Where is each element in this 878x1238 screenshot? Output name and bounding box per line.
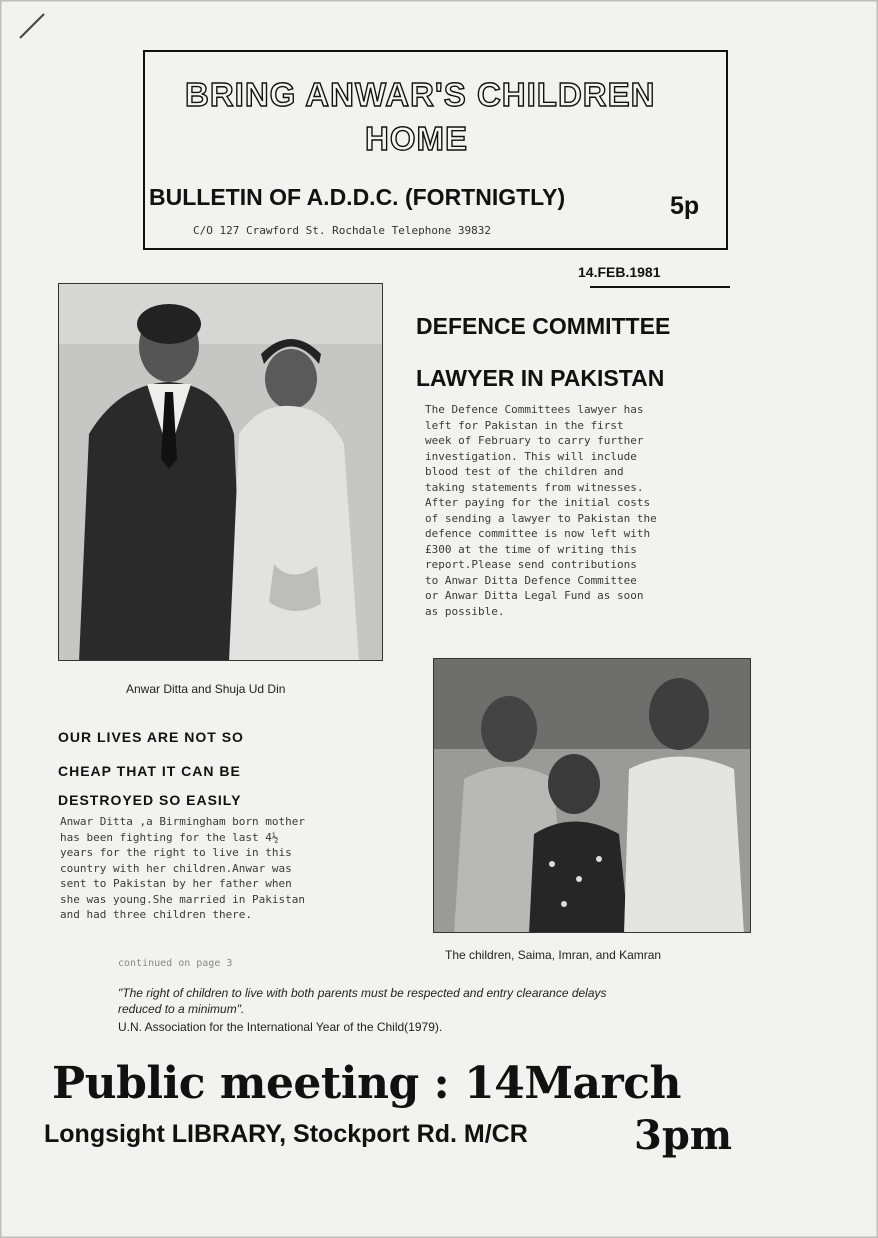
photo1-caption: Anwar Ditta and Shuja Ud Din xyxy=(126,682,286,696)
masthead-title-line1: BRING ANWAR'S CHILDREN xyxy=(185,76,656,113)
un-quote-source: U.N. Association for the International Year of the Child(1979). xyxy=(118,1020,443,1034)
lead-line: £300 at the time of writing this xyxy=(425,542,637,556)
lead-line: to Anwar Ditta Defence Committee xyxy=(425,573,637,587)
lead-line: as possible. xyxy=(425,604,505,618)
masthead-title-line2: HOME xyxy=(365,120,468,157)
issue-date: 14.FEB.1981 xyxy=(578,264,661,280)
masthead-box xyxy=(143,50,728,250)
story-line: years for the right to live in this xyxy=(60,846,292,859)
continued-note: continued on page 3 xyxy=(118,958,233,969)
lead-line: week of February to carry further xyxy=(425,434,644,447)
photo2-caption: The children, Saima, Imran, and Kamran xyxy=(445,948,662,962)
lead-line: report.Please send contributions xyxy=(425,558,637,571)
bulletin-label: BULLETIN OF A.D.D.C. (FORTNIGTLY) xyxy=(149,184,566,210)
lead-line: After paying for the initial costs xyxy=(425,496,651,509)
lead-line: taking statements from witnesses. xyxy=(425,480,644,494)
photo-children xyxy=(433,658,751,933)
story-line: she was young.She married in Pakistan xyxy=(60,892,306,906)
story-line: Anwar Ditta ,a Birmingham born mother xyxy=(60,815,306,828)
story-headline-line3: DESTROYED SO EASILY xyxy=(58,792,242,808)
lead-line: The Defence Committees lawyer has xyxy=(425,403,644,416)
lead-article-body xyxy=(425,402,725,619)
lead-headline-line1: DEFENCE COMMITTEE xyxy=(416,313,671,339)
story-line: and had three children there. xyxy=(60,908,253,921)
lead-line: blood test of the children and xyxy=(425,465,624,478)
lead-line: investigation. This will include xyxy=(425,449,637,463)
story-headline-line2: CHEAP THAT IT CAN BE xyxy=(58,763,241,779)
public-meeting-headline: Public meeting : 14March xyxy=(52,1058,682,1109)
price: 5p xyxy=(670,192,700,220)
story-line: has been fighting for the last 4½ xyxy=(60,830,279,844)
lead-headline-line2: LAWYER IN PAKISTAN xyxy=(416,365,665,391)
story-line: sent to Pakistan by her father when xyxy=(60,877,292,890)
meeting-venue: Longsight LIBRARY, Stockport Rd. M/CR xyxy=(44,1120,528,1148)
lead-line: left for Pakistan in the first xyxy=(425,418,624,432)
date-underline xyxy=(590,286,730,288)
story-headline-line1: OUR LIVES ARE NOT SO xyxy=(58,729,244,745)
photo-anwar-and-shuja xyxy=(58,283,383,661)
lead-line: or Anwar Ditta Legal Fund as soon xyxy=(425,589,644,602)
meeting-time: 3pm xyxy=(634,1112,733,1159)
address-line: C/O 127 Crawford St. Rochdale Telephone 39832 xyxy=(193,224,492,237)
story-body xyxy=(60,814,390,923)
lead-line: of sending a lawyer to Pakistan the xyxy=(425,511,657,525)
lead-line: defence committee is now left with xyxy=(425,527,651,540)
story-line: country with her children.Anwar was xyxy=(60,861,292,875)
un-quote: "The right of children to live with both parents must be respected and entry clearance delays reduced to a minimum". xyxy=(118,986,607,1016)
